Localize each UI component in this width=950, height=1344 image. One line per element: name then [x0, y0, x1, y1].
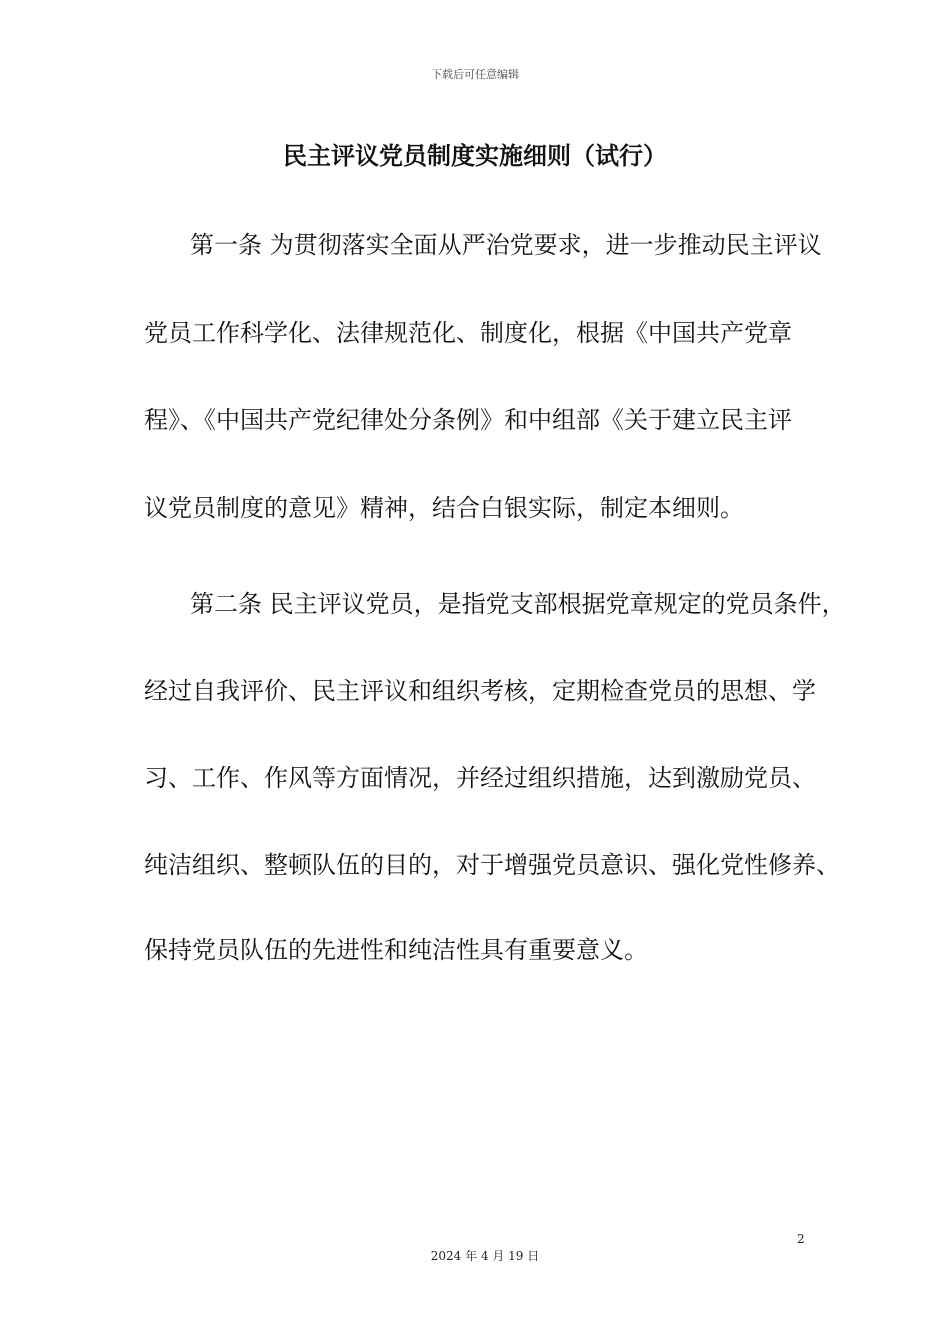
article-2-line-3: 习、工作、作风等方面情况，并经过组织措施，达到激励党员、 — [144, 764, 816, 792]
page-number: 2 — [797, 1232, 805, 1246]
article-1-line-1: 第一条 为贯彻落实全面从严治党要求，进一步推动民主评议 — [190, 231, 822, 259]
header-note: 下载后可任意编辑 — [431, 68, 519, 81]
article-2-line-5: 保持党员队伍的先进性和纯洁性具有重要意义。 — [144, 936, 648, 964]
article-2-line-2: 经过自我评价、民主评议和组织考核，定期检查党员的思想、学 — [144, 677, 816, 705]
document-title: 民主评议党员制度实施细则（试行） — [283, 142, 667, 170]
article-1-line-3: 程》、《中国共产党纪律处分条例》和中组部《关于建立民主评 — [144, 406, 792, 434]
article-2-line-4: 纯洁组织、整顿队伍的目的，对于增强党员意识、强化党性修养、 — [144, 851, 840, 879]
footer-date: 2024 年 4 月 19 日 — [430, 1249, 540, 1263]
article-1-line-2: 党员工作科学化、法律规范化、制度化，根据《中国共产党章 — [144, 319, 792, 347]
article-2-line-1: 第二条 民主评议党员，是指党支部根据党章规定的党员条件， — [190, 590, 846, 618]
article-1-line-4: 议党员制度的意见》精神，结合白银实际，制定本细则。 — [144, 494, 744, 522]
